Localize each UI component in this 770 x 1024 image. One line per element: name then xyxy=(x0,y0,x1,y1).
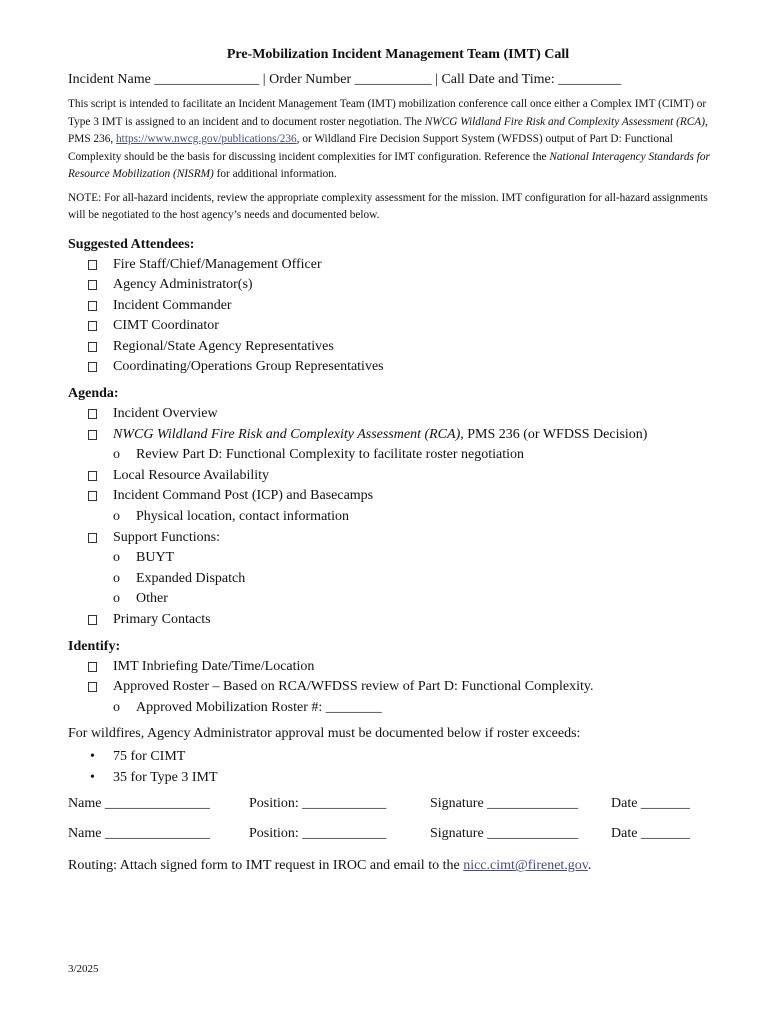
sub-list xyxy=(113,445,728,466)
wildfire-approval-text: For wildfires, Agency Administrator approval must be documented below if roster exceeds: xyxy=(68,726,581,742)
name-field[interactable]: Name _______________ xyxy=(68,796,210,812)
sub-item xyxy=(113,698,728,719)
incident-name-field[interactable]: _______________ xyxy=(154,72,260,87)
attendees-list xyxy=(68,255,728,379)
item-label: Physical location, contact information xyxy=(136,509,350,525)
roster-number-field[interactable]: Approved Mobilization Roster #: ________ xyxy=(136,699,382,715)
incident-name-label: Incident Name xyxy=(68,72,151,87)
call-date-label: Call Date and Time: xyxy=(441,72,555,87)
pms236-link[interactable]: https://www.nwcg.gov/publications/236 xyxy=(116,133,297,145)
bullet-icon: • xyxy=(90,749,95,765)
signature-field[interactable]: Signature _____________ xyxy=(430,826,579,842)
item-label: Primary Contacts xyxy=(113,612,211,627)
routing-text: . xyxy=(587,858,592,874)
sub-item xyxy=(113,445,728,466)
order-number-label: Order Number xyxy=(269,72,352,87)
checkbox-icon[interactable] xyxy=(88,662,97,672)
signature-row xyxy=(68,826,728,842)
note-paragraph: NOTE: For all-hazard incidents, review the appropriate complexity assessment for the mission. IMT configuration for all-hazard assignments will be negotiated to the host agency’s needs and documented below. xyxy=(68,191,708,221)
checkbox-icon[interactable] xyxy=(88,430,97,440)
circle-bullet-icon: o xyxy=(113,509,120,525)
circle-bullet-icon: o xyxy=(113,550,120,566)
item-label: Incident Commander xyxy=(113,297,232,313)
identify-heading: Identify: xyxy=(68,638,121,654)
checkbox-icon[interactable] xyxy=(88,260,97,270)
item-label: Incident Command Post (ICP) and Basecamps xyxy=(113,488,374,504)
attendees-heading: Suggested Attendees: xyxy=(68,236,195,252)
rca-title: NWCG Wildland Fire Risk and Complexity Assessment (RCA) xyxy=(424,115,705,128)
item-label: Review Part D: Functional Complexity to facilitate roster negotiation xyxy=(136,447,525,463)
position-field[interactable]: Position: ____________ xyxy=(249,796,387,812)
checkbox-icon[interactable] xyxy=(88,280,97,290)
checkbox-icon[interactable] xyxy=(88,362,97,372)
checkbox-icon[interactable] xyxy=(88,682,97,692)
intro-text: , PMS 236, xyxy=(68,115,708,145)
item-label: Coordinating/Operations Group Representatives xyxy=(113,359,384,375)
page-title: Pre-Mobilization Incident Management Team (IMT) Call xyxy=(226,47,570,62)
date-field[interactable]: Date _______ xyxy=(611,796,690,812)
list-item xyxy=(88,528,728,610)
list-item xyxy=(88,486,728,527)
item-label: Fire Staff/Chief/Management Officer xyxy=(113,256,322,272)
list-item xyxy=(88,657,728,678)
list-item xyxy=(88,610,728,631)
signature-row xyxy=(68,796,728,812)
intro-paragraph xyxy=(68,96,728,184)
list-item xyxy=(88,466,728,487)
sub-list xyxy=(113,507,728,528)
item-label: , PMS 236 (or WFDSS Decision) xyxy=(460,426,648,442)
name-field[interactable]: Name _______________ xyxy=(68,826,210,842)
signature-field[interactable]: Signature _____________ xyxy=(430,796,579,812)
list-item xyxy=(88,767,728,788)
sub-item xyxy=(113,569,728,590)
revision-date: 3/2025 xyxy=(68,963,99,975)
header-fields xyxy=(68,72,728,88)
checkbox-icon[interactable] xyxy=(88,342,97,352)
intro-text: This script is intended to facilitate an Incident Management Team (IMT) mobilization conference call once either a Complex IMT (CIMT) or Type 3 IMT is assigned to an incident and to document roster negotiation. The xyxy=(68,98,707,128)
item-label: Local Resource Availability xyxy=(113,467,270,483)
checkbox-icon[interactable] xyxy=(88,615,97,625)
threshold-list xyxy=(68,746,728,788)
list-item xyxy=(88,255,728,276)
item-label: BUYT xyxy=(136,550,175,566)
list-item xyxy=(88,296,728,317)
item-label: Regional/State Agency Representatives xyxy=(113,338,334,354)
identify-list xyxy=(68,657,728,719)
checkbox-icon[interactable] xyxy=(88,301,97,311)
sub-item xyxy=(113,548,728,569)
sub-item xyxy=(113,507,728,528)
checkbox-icon[interactable] xyxy=(88,491,97,501)
checkbox-icon[interactable] xyxy=(88,409,97,419)
routing-instructions xyxy=(68,856,728,876)
list-item xyxy=(88,337,728,358)
item-label: CIMT Coordinator xyxy=(113,318,219,334)
rca-title: NWCG Wildland Fire Risk and Complexity Assessment (RCA) xyxy=(113,426,461,442)
circle-bullet-icon: o xyxy=(113,699,120,715)
call-date-field[interactable]: _________ xyxy=(558,72,622,87)
list-item xyxy=(88,404,728,425)
sub-list xyxy=(113,548,728,610)
position-field[interactable]: Position: ____________ xyxy=(249,826,387,842)
list-item xyxy=(88,425,728,466)
separator: | xyxy=(262,72,266,87)
sub-list xyxy=(113,698,728,719)
nisrm-title: National Interagency Standards for Resource Mobilization (NISRM) xyxy=(68,150,710,180)
order-number-field[interactable]: ___________ xyxy=(354,72,432,87)
item-label: Other xyxy=(136,591,168,607)
item-label: Approved Roster – Based on RCA/WFDSS review of Part D: Functional Complexity. xyxy=(113,679,594,695)
agenda-heading: Agenda: xyxy=(68,386,119,402)
item-label: Support Functions: xyxy=(113,529,220,545)
agenda-list xyxy=(68,404,728,631)
list-item xyxy=(88,357,728,378)
item-label: Expanded Dispatch xyxy=(136,570,246,586)
list-item xyxy=(88,275,728,296)
checkbox-icon[interactable] xyxy=(88,471,97,481)
list-item xyxy=(88,746,728,767)
email-link[interactable]: nicc.cimt@firenet.gov xyxy=(463,858,588,874)
item-label: Incident Overview xyxy=(113,406,218,422)
separator: | xyxy=(435,72,438,87)
checkbox-icon[interactable] xyxy=(88,321,97,331)
sub-item xyxy=(113,589,728,610)
item-label: 35 for Type 3 IMT xyxy=(113,770,218,786)
item-label: IMT Inbriefing Date/Time/Location xyxy=(113,658,315,674)
item-label: 75 for CIMT xyxy=(113,749,186,765)
circle-bullet-icon: o xyxy=(113,591,120,607)
intro-text: , or Wildland Fire Decision Support System (WFDSS) output of Part D: Functional Complexity should be the basis for discussing incident complexities for IMT configuration. Reference the xyxy=(68,133,673,163)
circle-bullet-icon: o xyxy=(113,447,120,463)
bullet-icon: • xyxy=(90,770,95,786)
list-item xyxy=(88,316,728,337)
document-page xyxy=(68,47,728,878)
checkbox-icon[interactable] xyxy=(88,533,97,543)
routing-text: Routing: Attach signed form to IMT request in IROC and email to the xyxy=(68,858,464,874)
intro-text: for additional information. xyxy=(213,168,337,180)
circle-bullet-icon: o xyxy=(113,570,120,586)
date-field[interactable]: Date _______ xyxy=(611,826,690,842)
list-item xyxy=(88,677,728,718)
item-label: Agency Administrator(s) xyxy=(113,277,253,293)
